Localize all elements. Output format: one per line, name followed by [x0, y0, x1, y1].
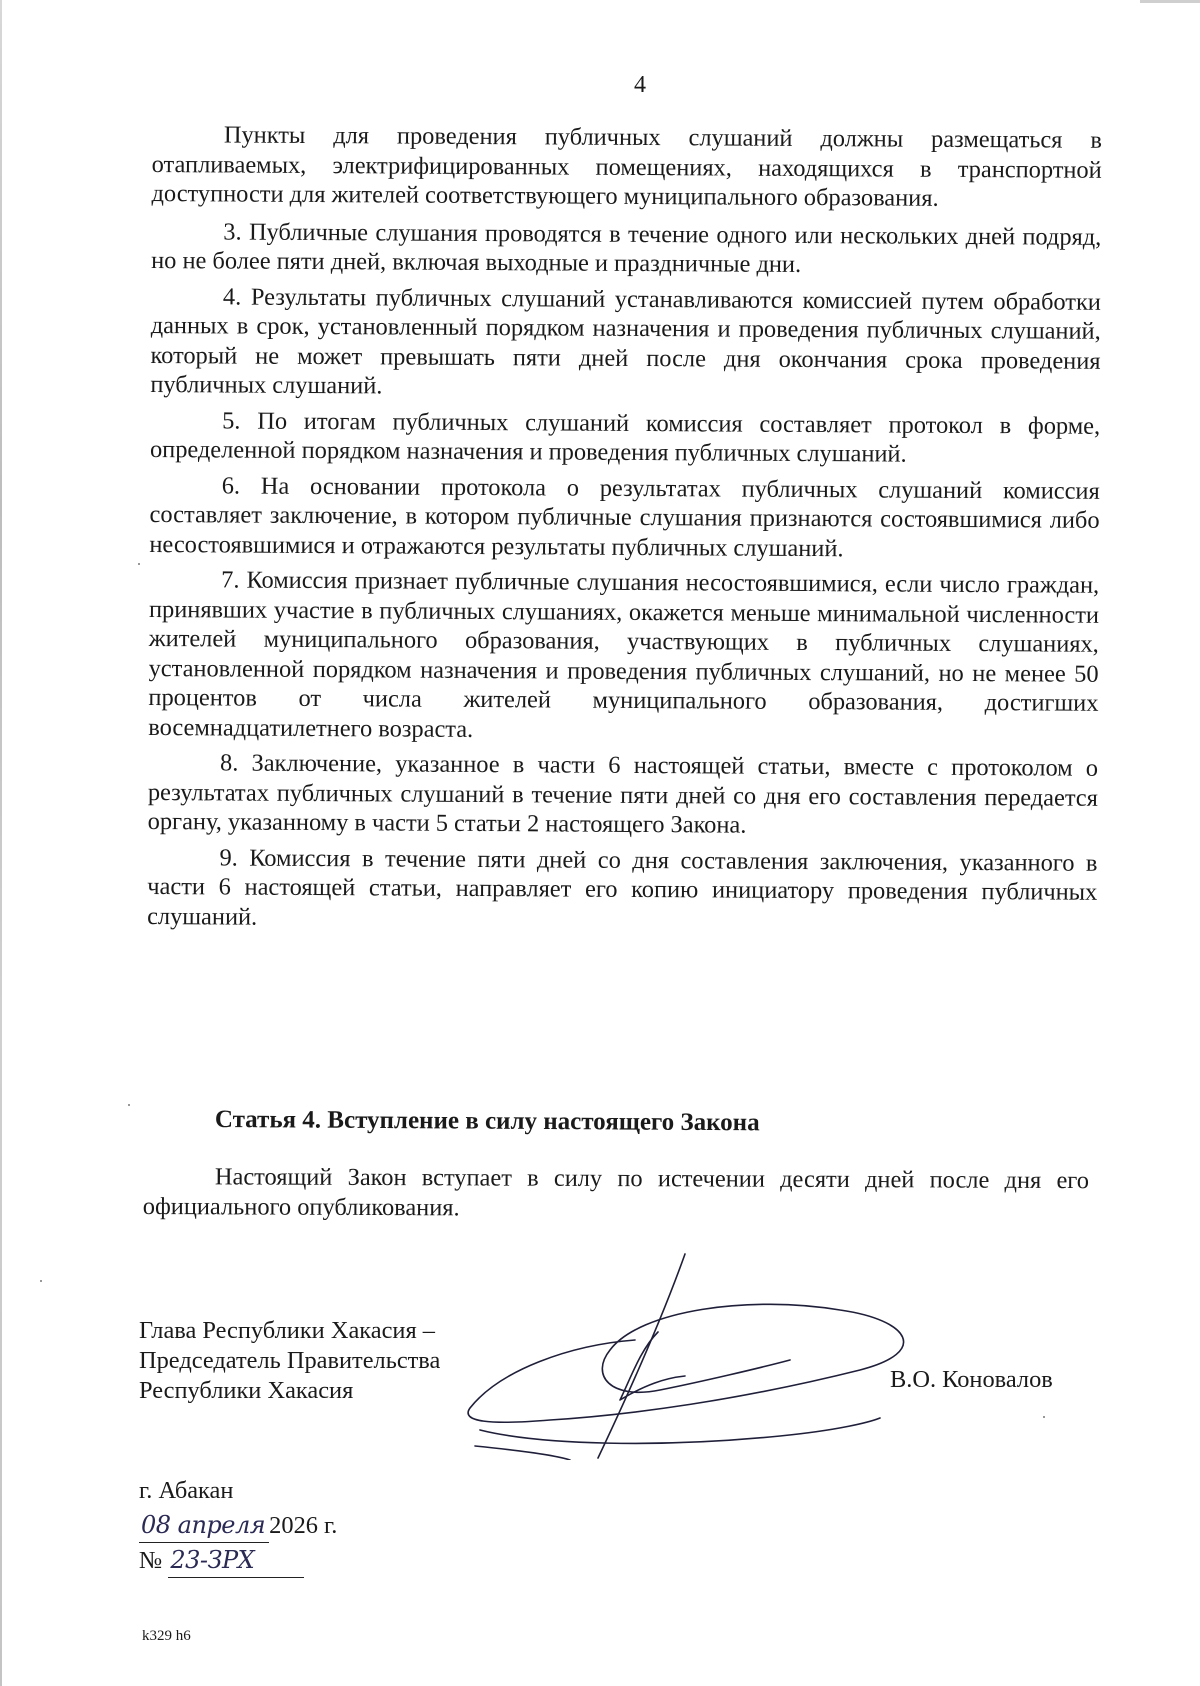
- scan-edge-left: [0, 0, 2, 1686]
- article-3-continuation: [147, 120, 1102, 943]
- date-year: 2026 г.: [269, 1512, 338, 1539]
- number-sign: №: [139, 1547, 163, 1574]
- scan-speck: [40, 1280, 42, 1282]
- page-number: 4: [634, 72, 646, 98]
- handwritten-signature: [460, 1250, 920, 1460]
- article-4-heading: Статья 4. Вступление в силу настоящего Закона: [214, 1106, 760, 1137]
- signer-title-line-2: Председатель Правительства: [139, 1347, 441, 1374]
- scan-edge-top: [1140, 0, 1200, 3]
- date-line: [139, 1508, 337, 1543]
- scan-speck: [128, 1104, 130, 1106]
- signer-name: В.О. Коновалов: [890, 1366, 1053, 1393]
- signer-title: [139, 1316, 440, 1406]
- article-4-text: Настоящий Закон вступает в силу по истечении десяти дней после дня его официального опубликования.: [142, 1163, 1089, 1222]
- city: г. Абакан: [139, 1477, 234, 1504]
- signature-stroke: [468, 1304, 903, 1422]
- signer-title-line-3: Республики Хакасия: [139, 1377, 354, 1404]
- paragraph-8: 8. Заключение, указанное в части 6 настоящей статьи, вместе с протоколом о результатах публичных слушаний в течение пяти дней со дня его составления передается органу, указанному в части 5 статьи 2 настоящего Закона.: [147, 749, 1099, 839]
- handwritten-date: 08 апреля: [139, 1508, 269, 1543]
- paragraph-6: 6. На основании протокола о результатах публичных слушаний комиссия составляет заключение, в котором публичные слушания признаются состоявшимися либо несостоявшимися и отражаются результаты публичных слушаний.: [149, 471, 1100, 562]
- signature-stroke: [480, 1418, 880, 1443]
- paragraph-points-location: Пункты для проведения публичных слушаний должны размещаться в отапливаемых, электрифицированных помещениях, находящихся в транспортной доступности для жителей соответствующего муниципального образования.: [151, 121, 1102, 212]
- signer-title-line-1: Глава Республики Хакасия –: [139, 1317, 435, 1344]
- paragraph-3: 3. Публичные слушания проводятся в течение одного или нескольких дней подряд, но не более пяти дней, включая выходные и праздничные дни.: [151, 217, 1102, 278]
- signature-stroke: [475, 1446, 570, 1460]
- document-code: k329 h6: [142, 1628, 191, 1644]
- place-date-number: [139, 1474, 337, 1578]
- paragraph-5: 5. По итогам публичных слушаний комиссия составляет протокол в форме, определенной порядком назначения и проведения публичных слушаний.: [149, 406, 1101, 468]
- scan-speck: [1043, 1416, 1045, 1418]
- paragraph-4: 4. Результаты публичных слушаний устанавливаются комиссией путем обработки данных в срок, установленный порядком назначения и проведения публичных слушаний, который не может превышать пяти дней после дня окончания срока проведения публичных слушаний.: [150, 282, 1101, 400]
- paragraph-7: 7. Комиссия признает публичные слушания несостоявшимися, если число граждан, принявших участие в публичных слушаниях, окажется меньше минимальной численности жителей муниципального образования, участвующих в публичных слушаниях, установленной порядком назначения и проведения публичных слушаний, но не менее 50 процентов от числа жителей муниципального образования, достигших восемнадцатилетнего возраста.: [148, 566, 1100, 743]
- scan-speck: [138, 563, 140, 565]
- handwritten-number: 23-ЗРХ: [168, 1543, 304, 1578]
- paragraph-9: 9. Комиссия в течение пяти дней со дня составления заключения, указанного в части 6 настоящей статьи, направляет его копию инициатору проведения публичных слушаний.: [147, 843, 1098, 931]
- number-line: [139, 1543, 337, 1578]
